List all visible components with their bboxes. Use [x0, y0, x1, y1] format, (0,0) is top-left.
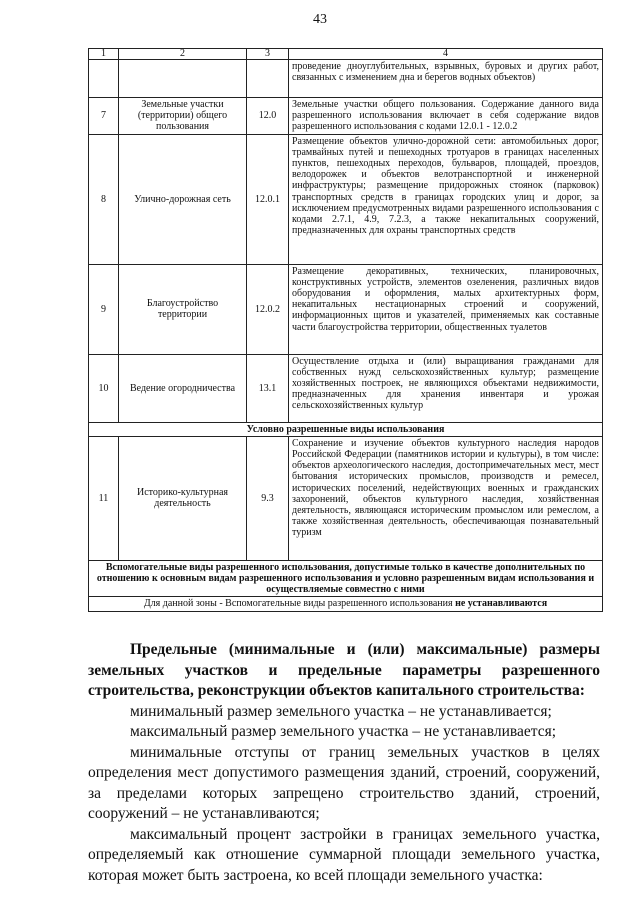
page-number: 43: [313, 12, 327, 27]
land-use-name: Историко-культурная деятельность: [119, 436, 247, 560]
table-row: [89, 60, 603, 98]
header-col-2: 2: [119, 49, 247, 60]
land-use-name: Благоустройство территории: [119, 264, 247, 354]
paragraph: максимальный размер земельного участка – не устанавливается;: [130, 723, 557, 740]
land-use-code: 12.0.1: [247, 134, 289, 264]
body-text: [88, 640, 600, 886]
row-number: 9: [89, 264, 119, 354]
land-use-name: Ведение огородничества: [119, 354, 247, 422]
land-use-description: Осуществление отдыха и (или) выращивания гражданами для собственных нужд сельскохозяйственных культур; размещение хозяйственных построек, не являющихся объектами недвижимости, предназначенных для хранения инвентаря и урожая сельскохозяйственных культур: [289, 354, 603, 422]
table-row: [89, 98, 603, 135]
land-use-name: Земельные участки (территории) общего пользования: [119, 98, 247, 135]
row-number: 11: [89, 436, 119, 560]
land-use-description: Сохранение и изучение объектов культурного наследия народов Российской Федерации (памятников истории и культуры), в том числе: объектов археологического наследия, достопримечательных мест, мест бытования исторических промыслов, производств и ремесел, исторических поселений, недействующих военных и гражданских захоронений, объектов культурного наследия, хозяйственная деятельность, являющаяся историческим промыслом или ремеслом, а также хозяйственная деятельность, обеспечивающая познавательный туризм: [289, 436, 603, 560]
auxiliary-heading: Вспомогательные виды разрешенного использования, допустимые только в качестве дополнительных по отношению к основным видам разрешенного использования и условно разрешенным видам использования и осуществляемые совместно с ними: [89, 560, 603, 597]
paragraph: максимальный процент застройки в границах земельного участка, определяемый как отношение суммарной площади земельного участка, которая может быть застроена, ко всей площади земельного участка:: [88, 825, 600, 884]
row-number: 7: [89, 98, 119, 135]
land-use-code: 9.3: [247, 436, 289, 560]
land-use-code: 13.1: [247, 354, 289, 422]
auxiliary-note-row: [89, 597, 603, 611]
table-row: [89, 436, 603, 560]
section-heading: Предельные (минимальные и (или) максимальные) размеры земельных участков и предельные параметры разрешенного строительства, реконструкции объектов капитального строительства:: [88, 641, 600, 699]
paragraph: минимальный размер земельного участка – не устанавливается;: [130, 702, 552, 720]
land-use-description: Размещение декоративных, технических, планировочных, конструктивных устройств, элементов озеленения, различных видов оборудования и оформления, малых архитектурных форм, некапитальных нестационарных строений и сооружений, информационных щитов и указателей, применяемых как составные части благоустройства территории, общественных туалетов: [289, 264, 603, 354]
land-use-code: 12.0: [247, 98, 289, 135]
auxiliary-note: [89, 597, 603, 611]
table-row: [89, 264, 603, 354]
table-header-row: [89, 49, 603, 60]
auxiliary-note-prefix: Для данной зоны - Вспомогательные виды разрешенного использования: [143, 598, 456, 610]
land-use-code: [247, 60, 289, 98]
row-number: 8: [89, 134, 119, 264]
section-row: [89, 422, 603, 436]
land-use-name: Улично-дорожная сеть: [119, 134, 247, 264]
land-use-table: [88, 48, 603, 612]
paragraph: минимальные отступы от границ земельных участков в целях определения мест допустимого размещения зданий, строений, сооружений, за пределами которых запрещено строительство зданий, строений, сооружений – не устанавливаются;: [88, 743, 600, 822]
land-use-name: [119, 60, 247, 98]
section-title: Условно разрешенные виды использования: [89, 422, 603, 436]
auxiliary-heading-row: [89, 560, 603, 597]
table-row: [89, 354, 603, 422]
land-use-description: Земельные участки общего пользования. Содержание данного вида разрешенного использования включает в себя содержание видов разрешенного использования с кодами 12.0.1 - 12.0.2: [289, 98, 603, 135]
table-row: [89, 134, 603, 264]
continuation-description: проведение дноуглубительных, взрывных, буровых и других работ, связанных с изменением дна и берегов водных объектов): [289, 60, 603, 98]
auxiliary-note-bold: не устанавливаются: [455, 598, 548, 610]
land-use-description: Размещение объектов улично-дорожной сети: автомобильных дорог, трамвайных путей и пешеходных тротуаров в границах населенных пунктов, пешеходных переходов, бульваров, площадей, проездов, велодорожек и объектов велотранспортной и инженерной инфраструктуры; размещение придорожных стоянок (парковок) транспортных средств в границах городских улиц и дорог, за исключением предусмотренных видами разрешенного использования с кодами 2.7.1, 4.9, 7.2.3, а также некапитальных сооружений, предназначенных для охраны транспортных средств: [289, 134, 603, 264]
header-col-3: 3: [247, 49, 289, 60]
row-number: [89, 60, 119, 98]
row-number: 10: [89, 354, 119, 422]
header-col-4: 4: [289, 49, 603, 60]
land-use-code: 12.0.2: [247, 264, 289, 354]
header-col-1: 1: [89, 49, 119, 60]
